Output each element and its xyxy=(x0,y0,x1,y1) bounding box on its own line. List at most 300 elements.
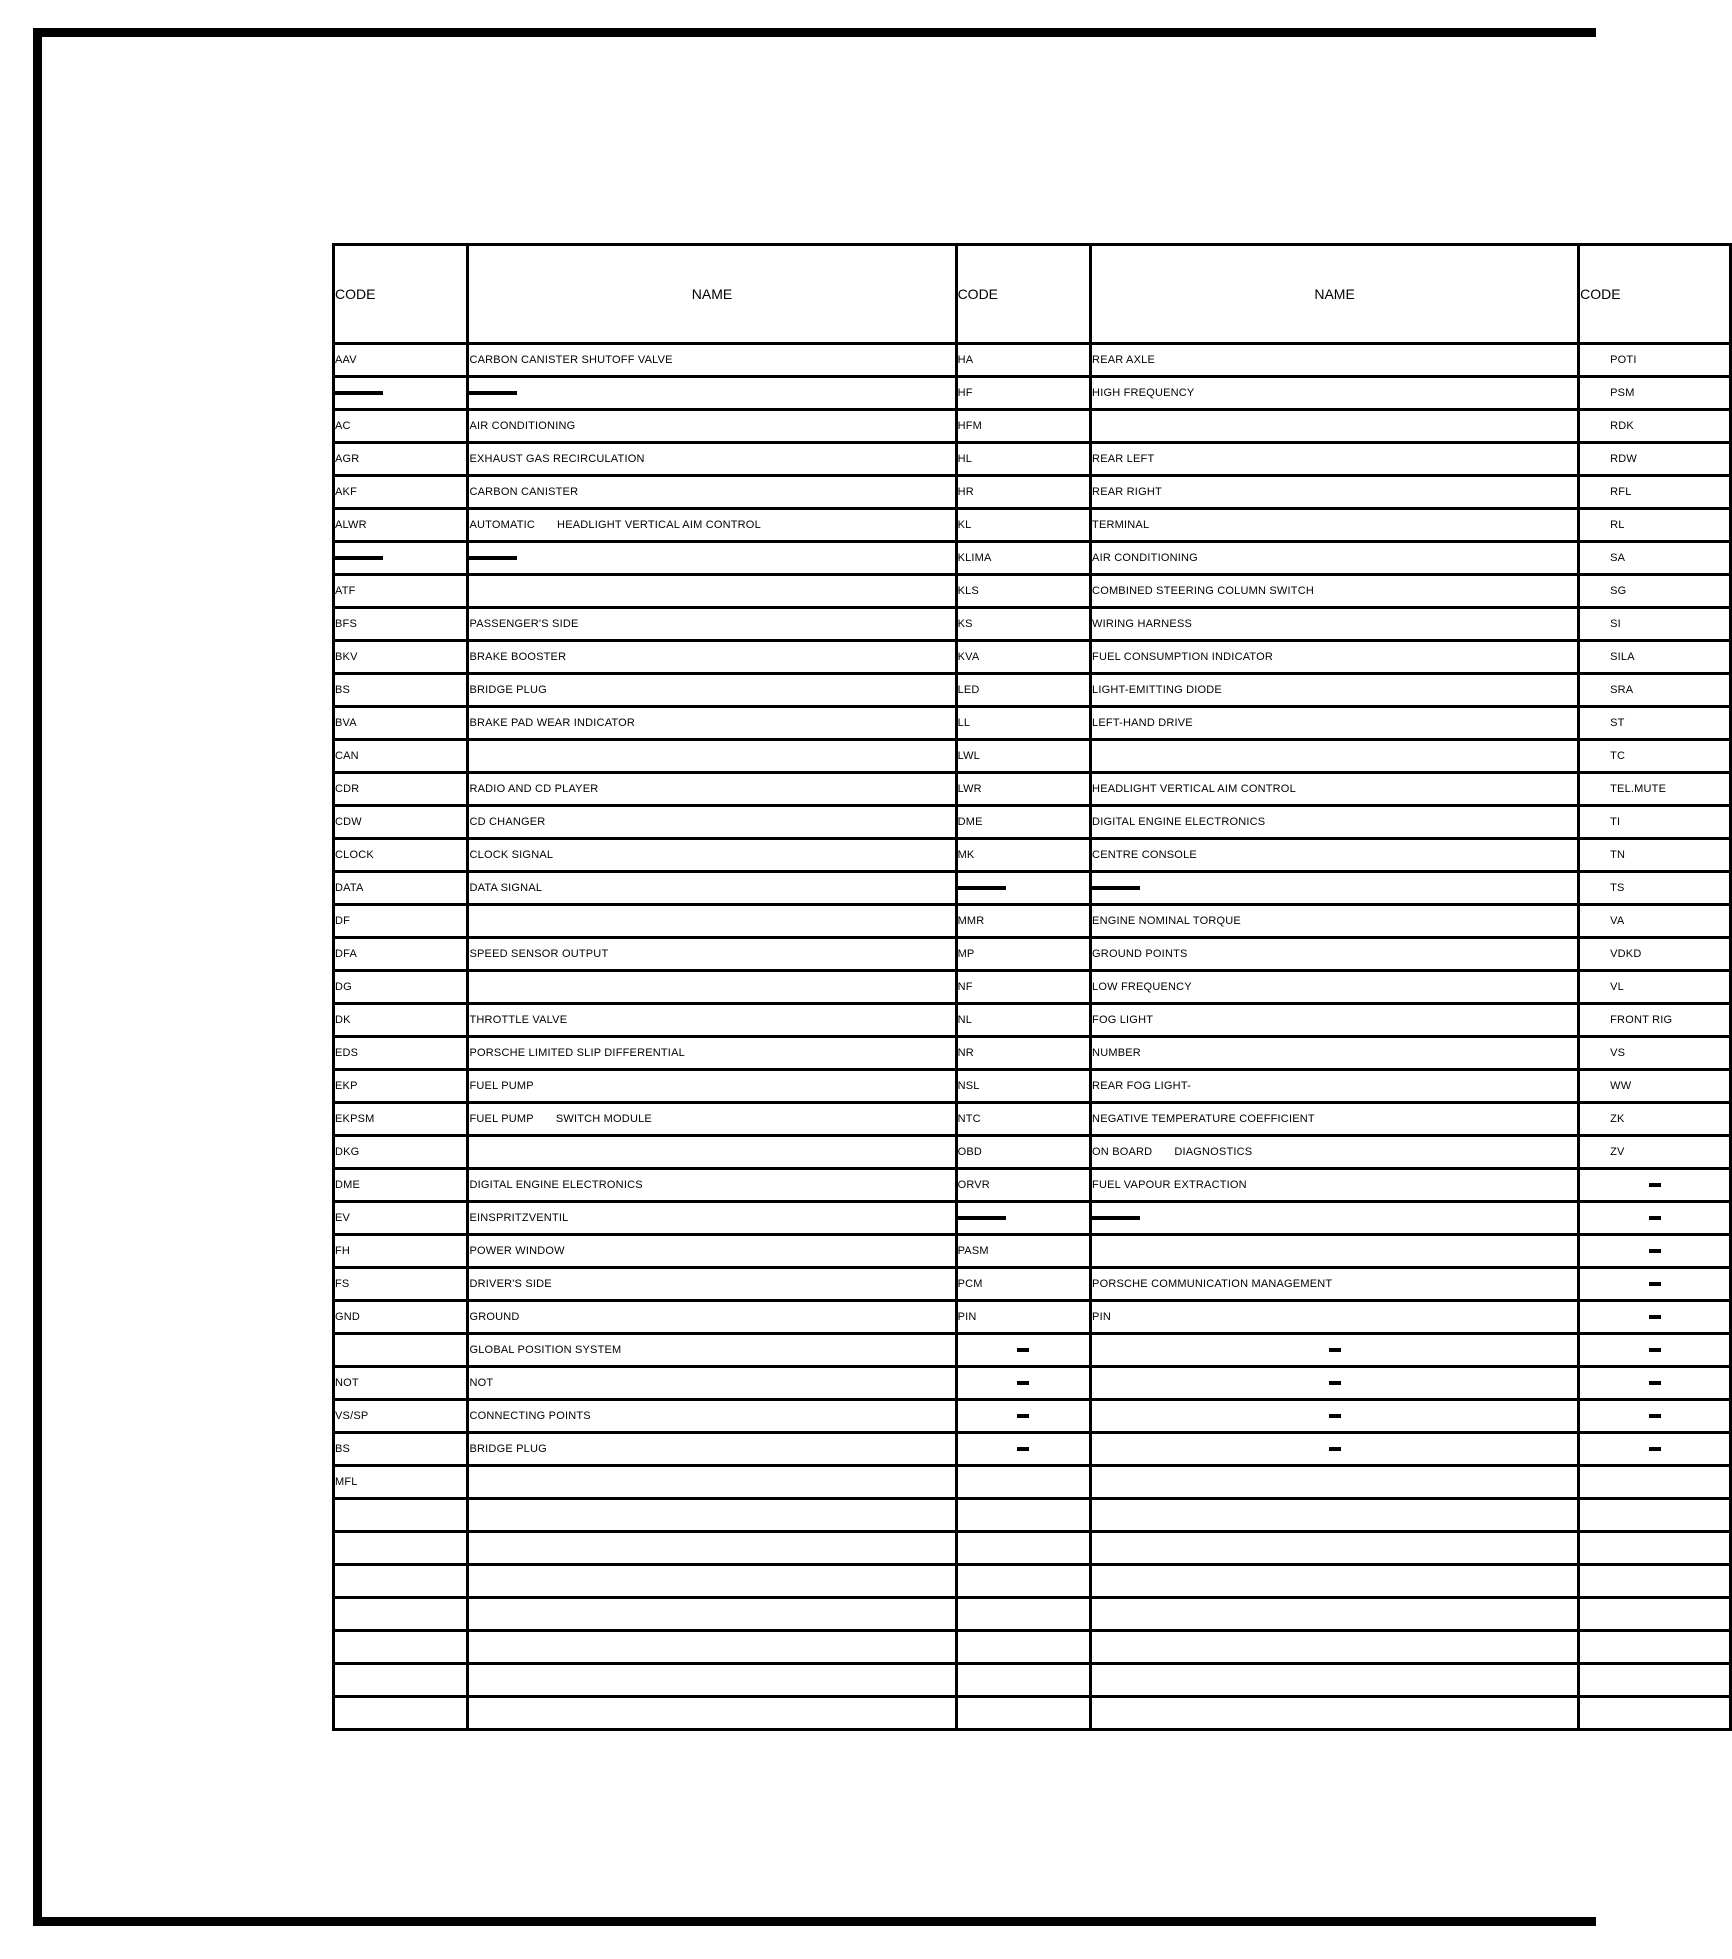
cell-text: GLOBAL POSITION SYSTEM xyxy=(469,1344,622,1356)
table-row xyxy=(334,1598,1731,1631)
cell-text: NL xyxy=(957,1014,973,1026)
table-row xyxy=(334,344,1731,377)
cell-text: NSL xyxy=(957,1080,980,1092)
code-cell-2 xyxy=(956,344,1090,377)
code-cell-2 xyxy=(956,509,1090,542)
cell-text: BRAKE PAD WEAR INDICATOR xyxy=(469,717,636,729)
name-cell-2 xyxy=(1091,1235,1579,1268)
code-cell-3 xyxy=(1579,542,1731,575)
code-cell-1 xyxy=(334,1334,468,1367)
cell-text: HF xyxy=(957,387,973,399)
table-row xyxy=(334,476,1731,509)
placeholder-dash xyxy=(469,556,517,560)
name-cell-1 xyxy=(468,1631,956,1664)
cell-text: AAV xyxy=(335,354,357,366)
table-row xyxy=(334,806,1731,839)
code-cell-1 xyxy=(334,773,468,806)
cell-text: CDR xyxy=(335,783,360,795)
cell-text: GND xyxy=(335,1311,361,1323)
code-cell-1 xyxy=(334,1433,468,1466)
name-cell-1 xyxy=(468,1235,956,1268)
code-cell-1 xyxy=(334,608,468,641)
cell-text: REAR LEFT xyxy=(1092,453,1155,465)
code-cell-3 xyxy=(1579,476,1731,509)
code-cell-2 xyxy=(956,1400,1090,1433)
header-name-2: NAME xyxy=(1091,245,1579,344)
cell-text: EKPSM xyxy=(335,1113,375,1125)
table-row xyxy=(334,1202,1731,1235)
table-row xyxy=(334,377,1731,410)
cell-text: MFL xyxy=(335,1476,358,1488)
name-cell-1 xyxy=(468,1268,956,1301)
name-cell-1 xyxy=(468,1004,956,1037)
name-cell-2 xyxy=(1091,1598,1579,1631)
code-cell-1 xyxy=(334,905,468,938)
cell-text: COMBINED STEERING COLUMN SWITCH xyxy=(1092,585,1314,597)
name-cell-1 xyxy=(468,872,956,905)
cell-text: AC xyxy=(335,420,351,432)
placeholder-dash xyxy=(1017,1348,1029,1352)
code-cell-3 xyxy=(1579,608,1731,641)
name-cell-2 xyxy=(1091,905,1579,938)
cell-text: POTI xyxy=(1610,354,1637,366)
cell-text: AGR xyxy=(335,453,360,465)
code-cell-1 xyxy=(334,1598,468,1631)
code-cell-1 xyxy=(334,971,468,1004)
name-cell-1 xyxy=(468,971,956,1004)
code-cell-1 xyxy=(334,1301,468,1334)
code-cell-3 xyxy=(1579,1565,1731,1598)
code-cell-3 xyxy=(1579,1334,1731,1367)
name-cell-1 xyxy=(468,740,956,773)
name-cell-2 xyxy=(1091,839,1579,872)
cell-text: LOW FREQUENCY xyxy=(1092,981,1192,993)
code-cell-1 xyxy=(334,344,468,377)
cell-text: FUEL VAPOUR EXTRACTION xyxy=(1092,1179,1247,1191)
cell-text: RDK xyxy=(1610,420,1634,432)
table-row xyxy=(334,410,1731,443)
name-cell-2 xyxy=(1091,1037,1579,1070)
abbreviation-table-wrap xyxy=(332,243,1673,1770)
name-cell-1 xyxy=(468,1202,956,1235)
cell-text: LEFT-HAND DRIVE xyxy=(1092,717,1193,729)
name-cell-2 xyxy=(1091,1466,1579,1499)
cell-text: BRIDGE PLUG xyxy=(469,684,547,696)
placeholder-dash xyxy=(335,391,383,395)
code-cell-3 xyxy=(1579,773,1731,806)
cell-text-extra: HEADLIGHT VERTICAL AIM CONTROL xyxy=(557,519,761,531)
name-cell-1 xyxy=(468,839,956,872)
cell-text: THROTTLE VALVE xyxy=(469,1014,568,1026)
code-cell-3 xyxy=(1579,509,1731,542)
cell-text: PASSENGER'S SIDE xyxy=(469,618,579,630)
name-cell-2 xyxy=(1091,1532,1579,1565)
cell-text: HIGH FREQUENCY xyxy=(1092,387,1195,399)
cell-text: CDW xyxy=(335,816,362,828)
cell-text: PSM xyxy=(1610,387,1635,399)
cell-text: HL xyxy=(957,453,973,465)
code-cell-2 xyxy=(956,443,1090,476)
code-cell-3 xyxy=(1579,443,1731,476)
cell-text: RFL xyxy=(1610,486,1632,498)
header-code-2: CODE xyxy=(956,245,1090,344)
name-cell-1 xyxy=(468,1103,956,1136)
cell-text: VS/SP xyxy=(335,1410,369,1422)
table-row xyxy=(334,1169,1731,1202)
code-cell-2 xyxy=(956,1235,1090,1268)
cell-text: WIRING HARNESS xyxy=(1092,618,1193,630)
code-cell-1 xyxy=(334,476,468,509)
name-cell-2 xyxy=(1091,1631,1579,1664)
cell-text: REAR RIGHT xyxy=(1092,486,1162,498)
cell-text: ZK xyxy=(1610,1113,1625,1125)
code-cell-3 xyxy=(1579,1070,1731,1103)
name-cell-1 xyxy=(468,542,956,575)
code-cell-1 xyxy=(334,1367,468,1400)
code-cell-2 xyxy=(956,1499,1090,1532)
cell-text: SA xyxy=(1610,552,1626,564)
code-cell-3 xyxy=(1579,377,1731,410)
name-cell-1 xyxy=(468,344,956,377)
code-cell-3 xyxy=(1579,1136,1731,1169)
code-cell-1 xyxy=(334,1565,468,1598)
name-cell-2 xyxy=(1091,476,1579,509)
code-cell-1 xyxy=(334,1466,468,1499)
cell-text: VS xyxy=(1610,1047,1626,1059)
cell-text: HA xyxy=(957,354,974,366)
cell-text: POWER WINDOW xyxy=(469,1245,565,1257)
cell-text: DME xyxy=(957,816,983,828)
code-cell-2 xyxy=(956,1466,1090,1499)
cell-text: DATA SIGNAL xyxy=(469,882,543,894)
cell-text: MMR xyxy=(957,915,985,927)
name-cell-1 xyxy=(468,1169,956,1202)
name-cell-1 xyxy=(468,1136,956,1169)
code-cell-2 xyxy=(956,1136,1090,1169)
code-cell-3 xyxy=(1579,707,1731,740)
cell-text: EINSPRITZVENTIL xyxy=(469,1212,569,1224)
code-cell-3 xyxy=(1579,1598,1731,1631)
cell-text: ORVR xyxy=(957,1179,990,1191)
code-cell-2 xyxy=(956,707,1090,740)
name-cell-2 xyxy=(1091,872,1579,905)
cell-text: BRAKE BOOSTER xyxy=(469,651,567,663)
cell-text: ST xyxy=(1610,717,1625,729)
name-cell-1 xyxy=(468,1565,956,1598)
placeholder-dash xyxy=(1329,1381,1341,1385)
code-cell-1 xyxy=(334,1697,468,1730)
code-cell-1 xyxy=(334,938,468,971)
name-cell-1 xyxy=(468,509,956,542)
code-cell-2 xyxy=(956,1334,1090,1367)
cell-text: PORSCHE COMMUNICATION MANAGEMENT xyxy=(1092,1278,1333,1290)
code-cell-3 xyxy=(1579,1268,1731,1301)
name-cell-1 xyxy=(468,1466,956,1499)
cell-text: PIN xyxy=(957,1311,977,1323)
placeholder-dash xyxy=(1329,1447,1341,1451)
placeholder-dash xyxy=(1649,1348,1661,1352)
cell-text: ATF xyxy=(335,585,356,597)
code-cell-1 xyxy=(334,1532,468,1565)
cell-text: AUTOMATIC xyxy=(469,519,536,531)
placeholder-dash xyxy=(1017,1381,1029,1385)
table-row xyxy=(334,1268,1731,1301)
cell-text: LWL xyxy=(957,750,980,762)
name-cell-1 xyxy=(468,1334,956,1367)
name-cell-1 xyxy=(468,641,956,674)
cell-text: FOG LIGHT xyxy=(1092,1014,1154,1026)
code-cell-3 xyxy=(1579,1004,1731,1037)
name-cell-2 xyxy=(1091,674,1579,707)
table-row xyxy=(334,1433,1731,1466)
table-row xyxy=(334,674,1731,707)
header-code-3: CODE xyxy=(1579,245,1731,344)
placeholder-dash xyxy=(1649,1414,1661,1418)
cell-text: PIN xyxy=(1092,1311,1111,1323)
cell-text: VL xyxy=(1610,981,1624,993)
name-cell-1 xyxy=(468,905,956,938)
code-cell-3 xyxy=(1579,872,1731,905)
table-row xyxy=(334,707,1731,740)
code-cell-1 xyxy=(334,1103,468,1136)
name-cell-1 xyxy=(468,773,956,806)
header-row xyxy=(334,245,1731,344)
code-cell-3 xyxy=(1579,344,1731,377)
name-cell-1 xyxy=(468,938,956,971)
name-cell-1 xyxy=(468,575,956,608)
code-cell-2 xyxy=(956,740,1090,773)
code-cell-1 xyxy=(334,1268,468,1301)
code-cell-3 xyxy=(1579,971,1731,1004)
code-cell-2 xyxy=(956,839,1090,872)
code-cell-3 xyxy=(1579,1169,1731,1202)
placeholder-dash xyxy=(1092,1216,1140,1220)
code-cell-3 xyxy=(1579,1664,1731,1697)
cell-text: AIR CONDITIONING xyxy=(1092,552,1198,564)
cell-text: FRONT RIG xyxy=(1610,1014,1673,1026)
table-row xyxy=(334,1400,1731,1433)
name-cell-2 xyxy=(1091,410,1579,443)
cell-text: KL xyxy=(957,519,972,531)
code-cell-1 xyxy=(334,1664,468,1697)
cell-text: DG xyxy=(335,981,352,993)
cell-text: PORSCHE LIMITED SLIP DIFFERENTIAL xyxy=(469,1047,685,1059)
table-row xyxy=(334,1037,1731,1070)
code-cell-1 xyxy=(334,872,468,905)
placeholder-dash xyxy=(335,556,383,560)
code-cell-1 xyxy=(334,1499,468,1532)
cell-text: DF xyxy=(335,915,351,927)
code-cell-2 xyxy=(956,1004,1090,1037)
cell-text: FUEL PUMP xyxy=(469,1113,534,1125)
cell-text: SPEED SENSOR OUTPUT xyxy=(469,948,609,960)
cell-text: BKV xyxy=(335,651,358,663)
name-cell-1 xyxy=(468,1532,956,1565)
code-cell-2 xyxy=(956,806,1090,839)
code-cell-3 xyxy=(1579,1532,1731,1565)
name-cell-2 xyxy=(1091,575,1579,608)
cell-text: HR xyxy=(957,486,974,498)
code-cell-1 xyxy=(334,1136,468,1169)
cell-text: TS xyxy=(1610,882,1625,894)
code-cell-1 xyxy=(334,410,468,443)
placeholder-dash xyxy=(1649,1282,1661,1286)
table-row xyxy=(334,1136,1731,1169)
name-cell-2 xyxy=(1091,938,1579,971)
name-cell-1 xyxy=(468,1598,956,1631)
cell-text: CARBON CANISTER xyxy=(469,486,579,498)
name-cell-2 xyxy=(1091,1301,1579,1334)
code-cell-3 xyxy=(1579,1499,1731,1532)
cell-text: LWR xyxy=(957,783,982,795)
cell-text: BS xyxy=(335,684,351,696)
cell-text: MK xyxy=(957,849,975,861)
name-cell-2 xyxy=(1091,1565,1579,1598)
cell-text: TC xyxy=(1610,750,1626,762)
cell-text: WW xyxy=(1610,1080,1632,1092)
table-row xyxy=(334,773,1731,806)
cell-text: BVA xyxy=(335,717,357,729)
cell-text: LIGHT-EMITTING DIODE xyxy=(1092,684,1222,696)
code-cell-3 xyxy=(1579,1631,1731,1664)
name-cell-1 xyxy=(468,1367,956,1400)
code-cell-2 xyxy=(956,938,1090,971)
table-row xyxy=(334,905,1731,938)
table-row xyxy=(334,938,1731,971)
placeholder-dash xyxy=(1329,1348,1341,1352)
name-cell-2 xyxy=(1091,773,1579,806)
name-cell-1 xyxy=(468,806,956,839)
cell-text: DKG xyxy=(335,1146,360,1158)
code-cell-1 xyxy=(334,641,468,674)
name-cell-2 xyxy=(1091,1367,1579,1400)
name-cell-1 xyxy=(468,377,956,410)
code-cell-3 xyxy=(1579,1697,1731,1730)
name-cell-2 xyxy=(1091,1070,1579,1103)
cell-text: DFA xyxy=(335,948,357,960)
cell-text: KVA xyxy=(957,651,980,663)
cell-text: NOT xyxy=(469,1377,494,1389)
cell-text: DATA xyxy=(335,882,364,894)
cell-text: KLS xyxy=(957,585,979,597)
code-cell-2 xyxy=(956,1532,1090,1565)
code-cell-2 xyxy=(956,773,1090,806)
cell-text: SRA xyxy=(1610,684,1634,696)
table-row xyxy=(334,542,1731,575)
name-cell-1 xyxy=(468,1400,956,1433)
header-name-1: NAME xyxy=(468,245,956,344)
table-row xyxy=(334,872,1731,905)
cell-text: SI xyxy=(1610,618,1621,630)
table-row xyxy=(334,740,1731,773)
placeholder-dash xyxy=(958,1216,1006,1220)
code-cell-1 xyxy=(334,1070,468,1103)
name-cell-2 xyxy=(1091,971,1579,1004)
code-cell-1 xyxy=(334,806,468,839)
code-cell-1 xyxy=(334,509,468,542)
code-cell-3 xyxy=(1579,1301,1731,1334)
code-cell-2 xyxy=(956,1169,1090,1202)
table-row xyxy=(334,1334,1731,1367)
code-cell-2 xyxy=(956,1070,1090,1103)
code-cell-1 xyxy=(334,542,468,575)
table-row xyxy=(334,971,1731,1004)
code-cell-2 xyxy=(956,1631,1090,1664)
cell-text: BRIDGE PLUG xyxy=(469,1443,547,1455)
cell-text: HFM xyxy=(957,420,982,432)
placeholder-dash xyxy=(1649,1315,1661,1319)
cell-text: REAR AXLE xyxy=(1092,354,1155,366)
name-cell-2 xyxy=(1091,608,1579,641)
table-row xyxy=(334,641,1731,674)
cell-text-extra: SWITCH MODULE xyxy=(555,1113,652,1125)
code-cell-2 xyxy=(956,1037,1090,1070)
placeholder-dash xyxy=(1649,1216,1661,1220)
cell-text: EKP xyxy=(335,1080,358,1092)
code-cell-2 xyxy=(956,971,1090,1004)
cell-text: ENGINE NOMINAL TORQUE xyxy=(1092,915,1241,927)
cell-text: CARBON CANISTER SHUTOFF VALVE xyxy=(469,354,673,366)
cell-text: ZV xyxy=(1610,1146,1625,1158)
code-cell-2 xyxy=(956,476,1090,509)
cell-text: BS xyxy=(335,1443,351,1455)
cell-text: PCM xyxy=(957,1278,983,1290)
name-cell-1 xyxy=(468,707,956,740)
table-row xyxy=(334,443,1731,476)
cell-text: TN xyxy=(1610,849,1626,861)
table-row xyxy=(334,575,1731,608)
cell-text: KS xyxy=(957,618,973,630)
code-cell-3 xyxy=(1579,674,1731,707)
code-cell-1 xyxy=(334,575,468,608)
name-cell-1 xyxy=(468,1664,956,1697)
table-row xyxy=(334,1103,1731,1136)
cell-text: OBD xyxy=(957,1146,982,1158)
name-cell-2 xyxy=(1091,1433,1579,1466)
name-cell-1 xyxy=(468,1697,956,1730)
code-cell-2 xyxy=(956,872,1090,905)
code-cell-2 xyxy=(956,1202,1090,1235)
name-cell-2 xyxy=(1091,641,1579,674)
code-cell-2 xyxy=(956,674,1090,707)
cell-text: RDW xyxy=(1610,453,1637,465)
cell-text: REAR FOG LIGHT- xyxy=(1092,1080,1192,1092)
code-cell-3 xyxy=(1579,1367,1731,1400)
name-cell-2 xyxy=(1091,1499,1579,1532)
code-cell-1 xyxy=(334,1202,468,1235)
cell-text: SILA xyxy=(1610,651,1635,663)
cell-text: LED xyxy=(957,684,980,696)
code-cell-1 xyxy=(334,707,468,740)
cell-text: DK xyxy=(335,1014,351,1026)
cell-text: TERMINAL xyxy=(1092,519,1150,531)
code-cell-2 xyxy=(956,641,1090,674)
cell-text: EV xyxy=(335,1212,351,1224)
name-cell-2 xyxy=(1091,509,1579,542)
cell-text: ALWR xyxy=(335,519,367,531)
code-cell-2 xyxy=(956,1565,1090,1598)
cell-text: MP xyxy=(957,948,975,960)
name-cell-1 xyxy=(468,443,956,476)
cell-text: NR xyxy=(957,1047,974,1059)
code-cell-2 xyxy=(956,542,1090,575)
cell-text: PASM xyxy=(957,1245,989,1257)
cell-text: EXHAUST GAS RECIRCULATION xyxy=(469,453,645,465)
code-cell-3 xyxy=(1579,905,1731,938)
table-row xyxy=(334,1466,1731,1499)
abbreviation-table xyxy=(332,243,1732,1731)
code-cell-2 xyxy=(956,1103,1090,1136)
